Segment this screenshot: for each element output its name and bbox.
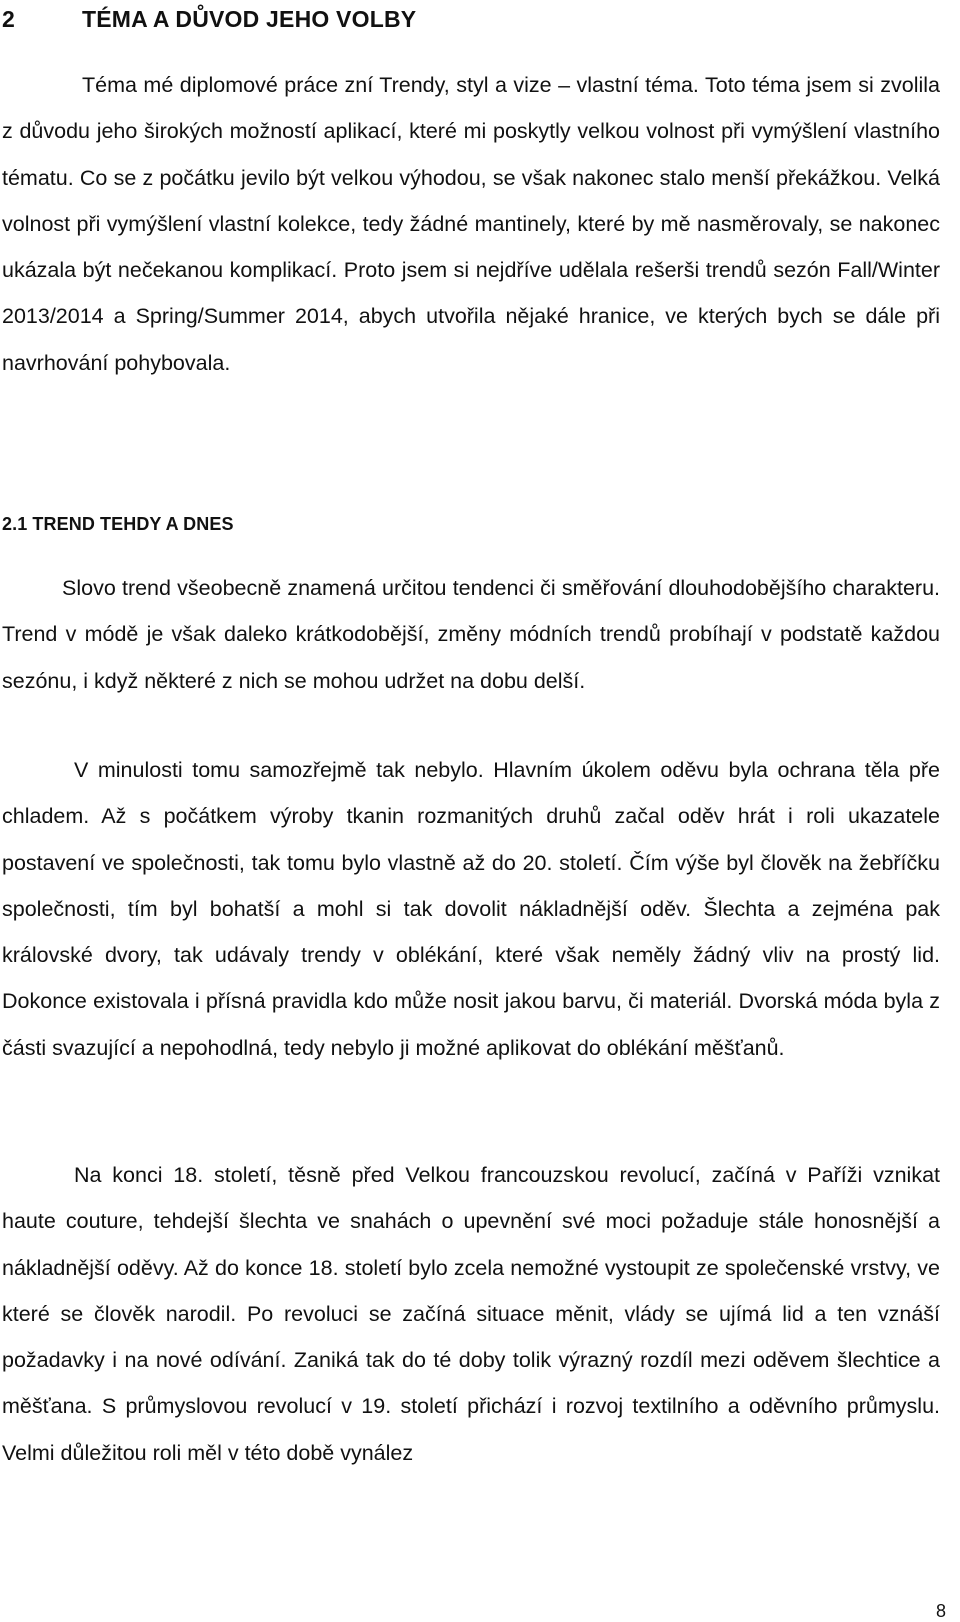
- chapter-number: 2: [2, 6, 15, 32]
- chapter-title: TÉMA A DŮVOD JEHO VOLBY: [82, 6, 417, 32]
- page-number: 8: [935, 1601, 946, 1621]
- paragraph-intro: Téma mé diplomové práce zní Trendy, styl a vize – vlastní téma. Toto téma jsem si zvolila z důvodu jeho širokých možností aplikací, které mi poskytly velkou volnost při vymýšlení vlastního tématu. Co se z počátku jevilo být velkou výhodou, se však nakonec stalo menší překážkou. Velká volnost při vymýšlení vlastní kolekce, tedy žádné mantinely, které by mě nasměrovaly, se nakonec ukázala být nečekanou komplikací. Proto jsem si nejdříve udělala rešerši trendů sezón Fall/Winter 2013/2014 a Spring/Summer 2014, abych utvořila nějaké hranice, ve kterých bych se dále při navrhování pohybovala.: [2, 73, 940, 375]
- section-heading: 2.1 TREND TEHDY A DNES: [2, 514, 234, 534]
- paragraph-trend-definition: Slovo trend všeobecně znamená určitou tendenci či směřování dlouhodobějšího charakteru. Trend v módě je však daleko krátkodobější, změny módních trendů probíhají v podstatě každou sezónu, i když některé z nich se mohou udržet na dobu delší.: [2, 576, 940, 693]
- paragraph-history: V minulosti tomu samozřejmě tak nebylo. Hlavním úkolem oděvu byla ochrana těla pře chladem. Až s počátkem výroby tkanin rozmanitých druhů začal oděv hrát i roli ukazatele postavení ve společnosti, tak tomu bylo vlastně až do 20. století. Čím výše byl člověk na žebříčku společnosti, tím byl bohatší a mohl si tak dovolit nákladnější oděv. Šlechta a zejména pak královské dvory, tak udávaly trendy v oblékání, které však neměly žádný vliv na prostý lid. Dokonce existovala i přísná pravidla kdo může nosit jakou barvu, či materiál. Dvorská móda byla z části svazující a nepohodlná, tedy nebylo ji možné aplikovat do oblékání měšťanů.: [2, 758, 940, 1060]
- paragraph-revolution: Na konci 18. století, těsně před Velkou francouzskou revolucí, začíná v Paříži vznikat haute couture, tehdejší šlechta ve snahách o upevnění své moci požaduje stále honosnější a nákladnější oděvy. Až do konce 18. století bylo zcela nemožné vystoupit ze společenské vrstvy, ve které se člověk narodil. Po revoluci se začíná situace měnit, vlády se ujímá lid a ten vznáší požadavky i na nové odívání. Zaniká tak do té doby tolik výrazný rozdíl mezi oděvem šlechtice a měšťana. S průmyslovou revolucí v 19. století přichází i rozvoj textilního a oděvního průmyslu. Velmi důležitou roli měl v této době vynález: [2, 1163, 940, 1465]
- chapter-heading: [2, 6, 416, 33]
